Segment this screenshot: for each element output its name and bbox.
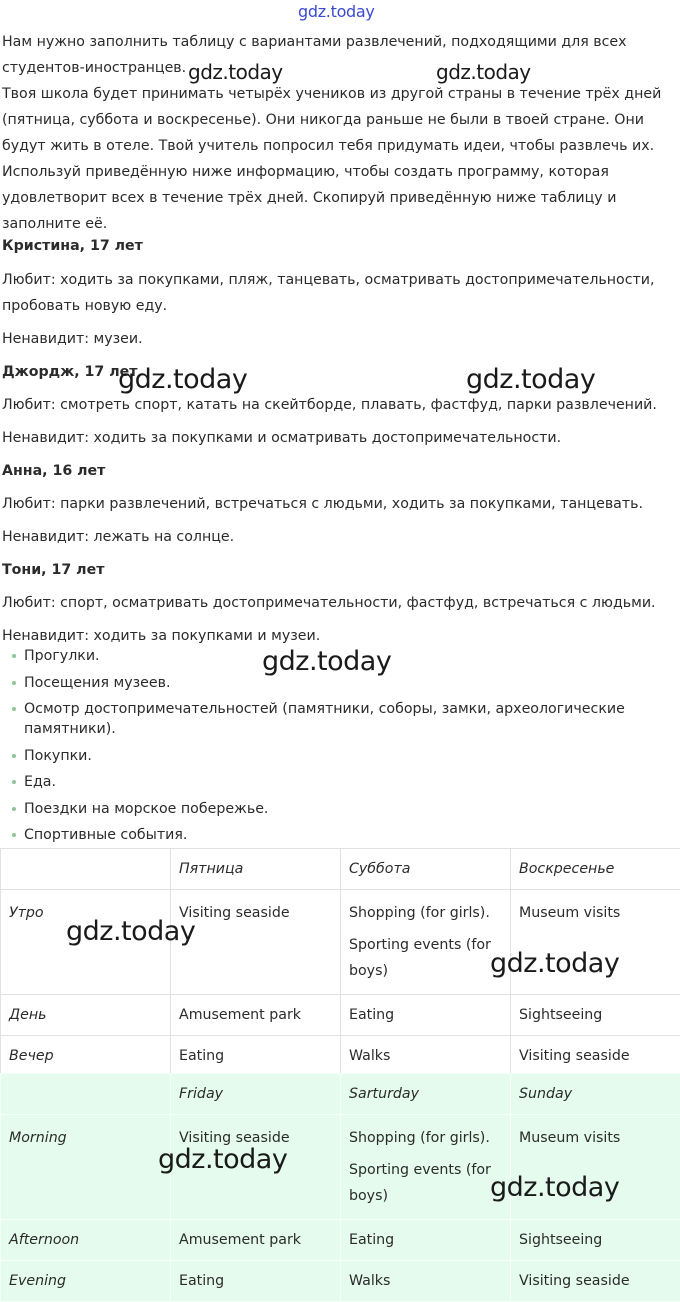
watermark: gdz.today	[158, 1146, 287, 1173]
table-row	[1, 1220, 680, 1261]
student-hates: Ненавидит: ходить за покупками и осматривать достопримечательности.	[2, 425, 678, 451]
list-item	[8, 699, 668, 739]
table-cell: Museum visits	[511, 1115, 680, 1220]
student-likes: Любит: парки развлечений, встречаться с людьми, ходить за покупками, танцевать.	[2, 491, 678, 517]
table-row	[1, 1036, 680, 1077]
student-likes: пробовать новую еду.	[2, 293, 678, 319]
list-item: Прогулки.	[8, 646, 668, 666]
schedule-table-en	[0, 1073, 680, 1302]
list-item-line: памятники).	[24, 719, 668, 739]
table-cell: Walks	[341, 1036, 511, 1077]
student-name: Анна, 16 лет	[2, 458, 678, 484]
row-label: Вечер	[1, 1036, 171, 1077]
schedule-table-ru	[0, 848, 680, 1077]
table-cell: Eating	[341, 995, 511, 1036]
row-label: День	[1, 995, 171, 1036]
row-label: Evening	[1, 1261, 171, 1302]
intro-line: студентов-иностранцев.	[2, 55, 678, 81]
table-cell: Eating	[171, 1036, 341, 1077]
watermark: gdz.today	[66, 918, 195, 945]
student-hates: Ненавидит: лежать на солнце.	[2, 524, 678, 550]
intro-paragraph	[2, 29, 678, 237]
cell-line: boys)	[349, 958, 502, 984]
intro-line: Твоя школа будет принимать четырёх учеников из другой страны в течение трёх дней	[2, 81, 678, 107]
table-cell: Walks	[341, 1261, 511, 1302]
table-cell: Amusement park	[171, 995, 341, 1036]
activities-list	[8, 646, 668, 852]
watermark: gdz.today	[436, 62, 531, 82]
table-header-row	[1, 849, 680, 890]
table-header-cell: Воскресенье	[511, 849, 680, 890]
intro-line: будут жить в отеле. Твой учитель попросил тебя придумать идеи, чтобы развлечь их.	[2, 133, 678, 159]
watermark: gdz.today	[118, 366, 247, 393]
list-item: Посещения музеев.	[8, 673, 668, 693]
table-cell	[341, 1115, 511, 1220]
table-cell: Visiting seaside	[511, 1261, 680, 1302]
table-cell: Amusement park	[171, 1220, 341, 1261]
table-cell: Sightseeing	[511, 995, 680, 1036]
table-cell	[341, 890, 511, 995]
list-item: Поездки на морское побережье.	[8, 799, 668, 819]
table-header-cell: Friday	[171, 1074, 341, 1115]
list-item: Спортивные события.	[8, 825, 668, 845]
student-likes: Любит: смотреть спорт, катать на скейтборде, плавать, фастфуд, парки развлечений.	[2, 392, 678, 418]
intro-line: заполните её.	[2, 211, 678, 237]
watermark: gdz.today	[188, 62, 283, 82]
student-name: Джордж, 17 лет	[2, 359, 678, 385]
row-label: Afternoon	[1, 1220, 171, 1261]
table-cell: Visiting seaside	[171, 1115, 341, 1220]
table-cell: Eating	[171, 1261, 341, 1302]
intro-line: Используй приведённую ниже информацию, чтобы создать программу, которая	[2, 159, 678, 185]
watermark: gdz.today	[466, 366, 595, 393]
table-row	[1, 1115, 680, 1220]
table-cell: Sightseeing	[511, 1220, 680, 1261]
cell-line: Shopping (for girls).	[349, 1125, 502, 1151]
intro-line: удовлетворит всех в течение трёх дней. Скопируй приведённую ниже таблицу и	[2, 185, 678, 211]
table-header-cell	[1, 849, 171, 890]
watermark: gdz.today	[490, 1174, 619, 1201]
top-watermark: gdz.today	[298, 2, 375, 21]
student-likes: Любит: спорт, осматривать достопримечательности, фастфуд, встречаться с людьми.	[2, 590, 678, 616]
row-label: Morning	[1, 1115, 171, 1220]
table-header-cell	[1, 1074, 171, 1115]
table-row	[1, 890, 680, 995]
table-header-row	[1, 1074, 680, 1115]
cell-line: Sporting events (for	[349, 932, 502, 958]
table-header-cell: Пятница	[171, 849, 341, 890]
student-likes: Любит: ходить за покупками, пляж, танцевать, осматривать достопримечательности,	[2, 267, 678, 293]
cell-line: boys)	[349, 1183, 502, 1209]
student-name: Тони, 17 лет	[2, 557, 678, 583]
list-item-line: Осмотр достопримечательностей (памятники, соборы, замки, археологические	[24, 699, 668, 719]
student-hates: Ненавидит: ходить за покупками и музеи.	[2, 623, 678, 649]
table-row	[1, 1261, 680, 1302]
watermark: gdz.today	[490, 950, 619, 977]
row-label: Утро	[1, 890, 171, 995]
table-header-cell: Суббота	[341, 849, 511, 890]
table-header-cell: Sarturday	[341, 1074, 511, 1115]
student-name: Кристина, 17 лет	[2, 233, 678, 259]
cell-line: Sporting events (for	[349, 1157, 502, 1183]
table-row	[1, 995, 680, 1036]
list-item: Еда.	[8, 772, 668, 792]
table-cell: Visiting seaside	[171, 890, 341, 995]
student-hates: Ненавидит: музеи.	[2, 326, 678, 352]
intro-line: Нам нужно заполнить таблицу с вариантами развлечений, подходящими для всех	[2, 29, 678, 55]
cell-line: Shopping (for girls).	[349, 900, 502, 926]
list-item: Покупки.	[8, 746, 668, 766]
table-cell: Visiting seaside	[511, 1036, 680, 1077]
table-cell: Museum visits	[511, 890, 680, 995]
watermark: gdz.today	[262, 648, 391, 675]
table-cell: Eating	[341, 1220, 511, 1261]
table-header-cell: Sunday	[511, 1074, 680, 1115]
intro-line: (пятница, суббота и воскресенье). Они никогда раньше не были в твоей стране. Они	[2, 107, 678, 133]
